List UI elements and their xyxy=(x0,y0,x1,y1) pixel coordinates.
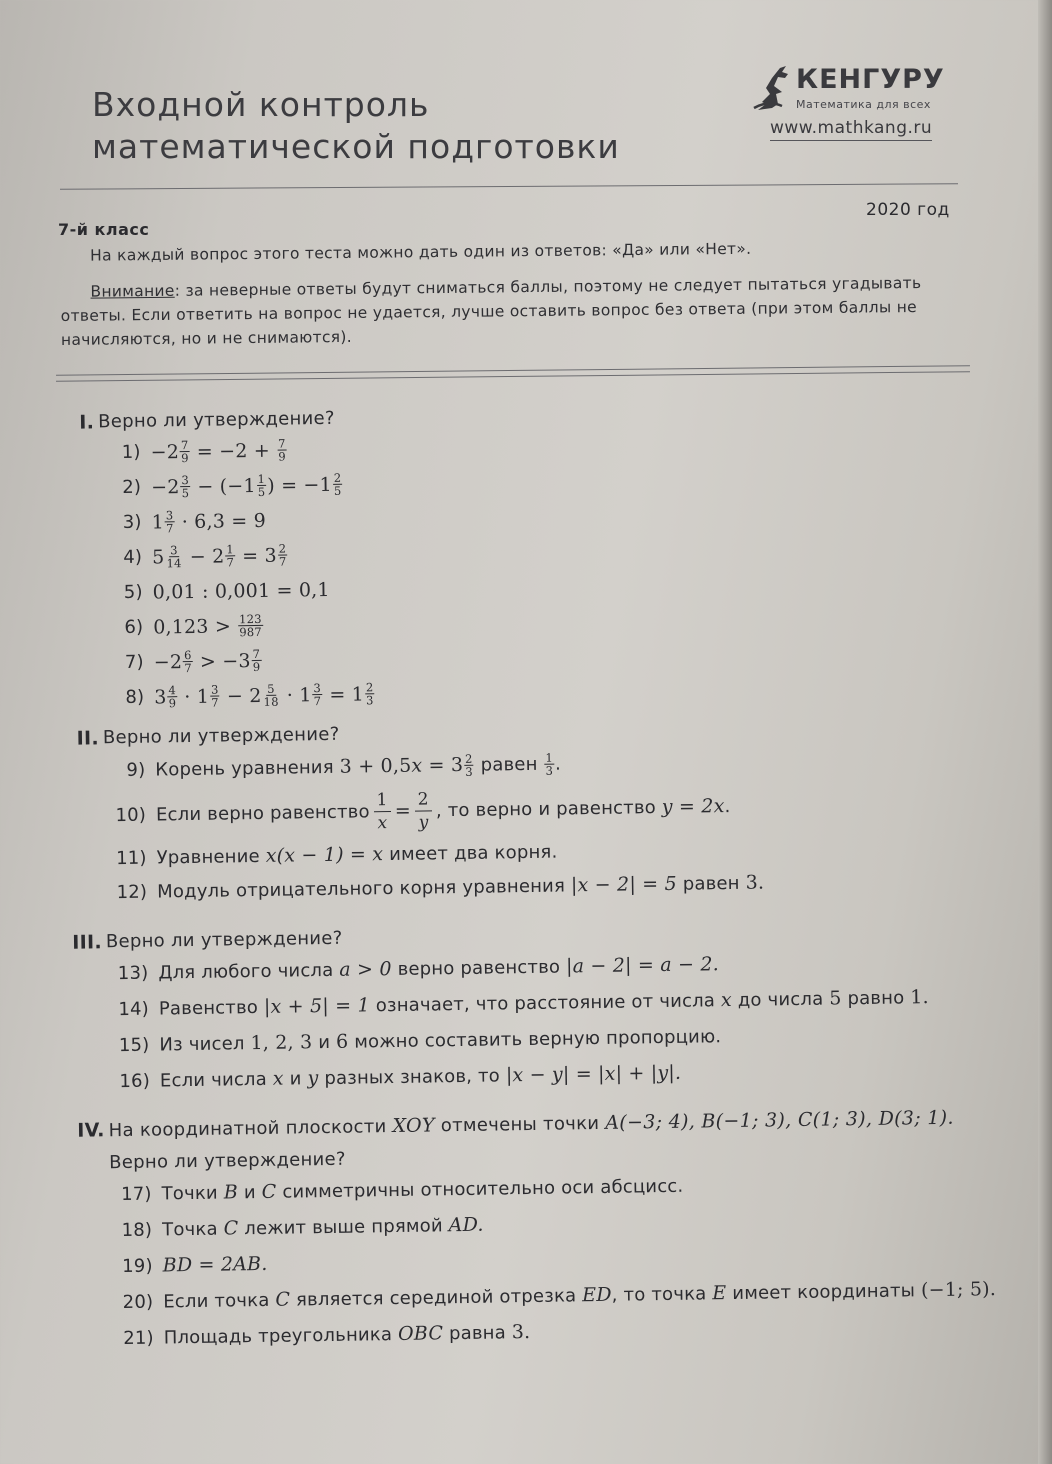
section-title: Верно ли утверждение? xyxy=(102,723,340,749)
instructions-para-2 xyxy=(60,270,971,352)
question-9: 9) Корень уравнения 3 + 0,5 x = 3 $\frac{2}{3}$ равен $\frac{1}{3}$ . xyxy=(101,737,1047,789)
question-number: 10) xyxy=(115,804,147,826)
section-number: I. xyxy=(79,411,95,434)
warning-text: : за неверные ответы будут сниматься баллы, поэтому не следует пытаться угадывать ответы. Если ответить на вопрос не удается, лучше оставить вопрос без ответа (при этом баллы не начисляются, но и не снимаются). xyxy=(60,273,922,349)
section-4 xyxy=(63,1103,1052,1357)
fraction: $\frac{7}{9}$ xyxy=(252,646,261,675)
instructions xyxy=(60,234,971,364)
expr: − (−1 xyxy=(190,474,256,498)
expr: = 3 xyxy=(235,544,277,567)
question-18: 18) Точка C лежит выше прямой AD. xyxy=(108,1198,1052,1248)
expr: · 1 xyxy=(280,683,312,707)
expr: = 1 xyxy=(322,682,365,706)
question-20: 20) Если точка C является серединой отрезка ED , то точка E имеет координаты (−1; 5). xyxy=(109,1270,1052,1320)
expr: · 1 xyxy=(177,685,210,708)
question-number: 20) xyxy=(122,1291,154,1313)
question-number: 18) xyxy=(121,1219,153,1241)
fraction: $\frac{3}{14}$ xyxy=(166,543,182,571)
expr: 1 xyxy=(151,510,165,534)
question-10: 10) Если верно равенство $\frac{1}{x}$ = $\frac{2}{y}$ , то верно и равенство y = 2x . xyxy=(102,775,1049,841)
question-13: 13) Для любого числа a > 0 верно равенство |a − 2| = a − 2. xyxy=(104,941,1050,991)
question-14: 14) Равенство |x + 5| = 1 означает, что расстояние от числа x до числа 5 равно 1. xyxy=(105,977,1051,1027)
fraction: $\frac{3}{5}$ xyxy=(181,472,190,501)
expr: −2 xyxy=(150,475,180,499)
double-divider-top xyxy=(56,365,970,376)
fraction: $\frac{3}{7}$ xyxy=(313,681,322,709)
fraction: $\frac{2}{5}$ xyxy=(333,470,342,498)
question-17: 17) Точки B и C симметричны относительно оси абсцисс. xyxy=(107,1162,1052,1212)
question-16: 16) Если числа x и y разных знаков, то |x − y| = |x| + |y|. xyxy=(106,1049,1052,1099)
question-number: 9) xyxy=(126,759,146,781)
expr: − 2 xyxy=(183,544,225,568)
expr: −2 xyxy=(153,650,183,674)
fraction: $\frac{2}{y}$ xyxy=(415,788,433,833)
logo-url: www.mathkang.ru xyxy=(770,118,932,141)
question-number: 8) xyxy=(125,686,145,708)
fraction: $\frac{3}{7}$ xyxy=(165,508,174,536)
section-number: II. xyxy=(76,727,100,750)
expr: 3 xyxy=(154,685,167,709)
page-title xyxy=(92,84,620,168)
fraction: $\frac{5}{18}$ xyxy=(263,681,279,709)
question-number: 17) xyxy=(120,1183,152,1205)
expr: ) = −1 xyxy=(267,473,333,497)
expr: −2 xyxy=(150,440,180,464)
expr: = −2 + xyxy=(190,439,277,463)
fraction: $\frac{7}{9}$ xyxy=(277,436,286,464)
title-line-2: математической подготовки xyxy=(92,127,620,166)
warning-word: Внимание xyxy=(90,281,175,301)
expr: − 2 xyxy=(220,684,262,708)
fraction: $\frac{2}{3}$ xyxy=(365,680,374,708)
question-21: 21) Площадь треугольника OBC равна 3. xyxy=(110,1306,1052,1356)
question-number: 2) xyxy=(122,476,142,498)
instructions-para-1: На каждый вопрос этого теста можно дать один из ответов: «Да» или «Нет». xyxy=(90,239,752,265)
question-number: 19) xyxy=(122,1255,153,1277)
title-line-1: Входной контроль xyxy=(92,85,430,124)
expr: 0,123 > xyxy=(153,614,238,639)
fraction: $\frac{1}{3}$ xyxy=(545,750,554,778)
section-title: Верно ли утверждение? xyxy=(98,407,335,433)
section-number: III. xyxy=(72,931,103,954)
fraction: $\frac{3}{7}$ xyxy=(210,682,219,710)
fraction: $\frac{2}{3}$ xyxy=(465,751,473,779)
grade-label: 7-й класс xyxy=(58,220,150,239)
question-number: 5) xyxy=(123,581,143,603)
question-number: 3) xyxy=(122,511,142,533)
expr: 5 xyxy=(152,545,165,569)
question-12: 12) Модуль отрицательного корня уравнения |x − 2| = 5 равен 3. xyxy=(103,861,1049,909)
fraction: $\frac{7}{9}$ xyxy=(180,437,189,466)
section-4-subheading: Верно ли утверждение? xyxy=(109,1148,346,1174)
question-number: 14) xyxy=(118,998,150,1020)
question-number: 7) xyxy=(124,651,144,673)
question-number: 1) xyxy=(121,441,141,463)
question-number: 15) xyxy=(118,1034,150,1056)
section-number: IV. xyxy=(77,1119,105,1142)
question-number: 6) xyxy=(124,616,144,638)
year: 2020 год xyxy=(866,200,950,220)
questions xyxy=(52,395,1052,1357)
question-number: 16) xyxy=(119,1070,151,1092)
question-number: 21) xyxy=(123,1327,154,1349)
question-number: 13) xyxy=(117,962,149,984)
section-2 xyxy=(57,711,1050,910)
fraction: $\frac{2}{7}$ xyxy=(278,541,287,569)
expr: · 6,3 = 9 xyxy=(175,509,267,533)
expr: 0,01 : 0,001 = 0,1 xyxy=(152,578,330,604)
header-divider xyxy=(60,183,958,189)
question-number: 11) xyxy=(115,847,147,869)
section-4-heading: IV. На координатной плоскости XOY отмечены точки A(−3; 4), B(−1; 3), C(1; 3), D(3; 1). xyxy=(63,1103,1052,1145)
question-15: 15) Из чисел 1, 2, 3 и 6 можно составить верную пропорцию. xyxy=(105,1013,1051,1063)
question-19: 19) BD = 2AB. xyxy=(108,1234,1052,1284)
fraction: $\frac{6}{7}$ xyxy=(183,647,192,676)
kangaroo-icon xyxy=(752,64,798,114)
question-number: 4) xyxy=(123,546,143,568)
kangaroo-logo xyxy=(752,62,962,144)
fraction: $\frac{1}{7}$ xyxy=(226,542,235,570)
logo-slogan: Математика для всех xyxy=(796,98,931,111)
question-11: 11) Уравнение x(x − 1) = x имеет два корня. xyxy=(102,827,1048,875)
fraction: $\frac{1}{x}$ xyxy=(373,789,391,834)
section-title: Верно ли утверждение? xyxy=(105,927,343,953)
question-number: 12) xyxy=(116,881,148,903)
expr: > −3 xyxy=(193,649,251,673)
fraction: $\frac{123}{987}$ xyxy=(239,611,262,640)
section-3 xyxy=(60,915,1052,1100)
fraction: $\frac{4}{9}$ xyxy=(168,683,177,711)
section-1 xyxy=(52,395,1046,716)
logo-name: КЕНГУРУ xyxy=(796,64,945,95)
fraction: $\frac{1}{5}$ xyxy=(257,471,266,499)
